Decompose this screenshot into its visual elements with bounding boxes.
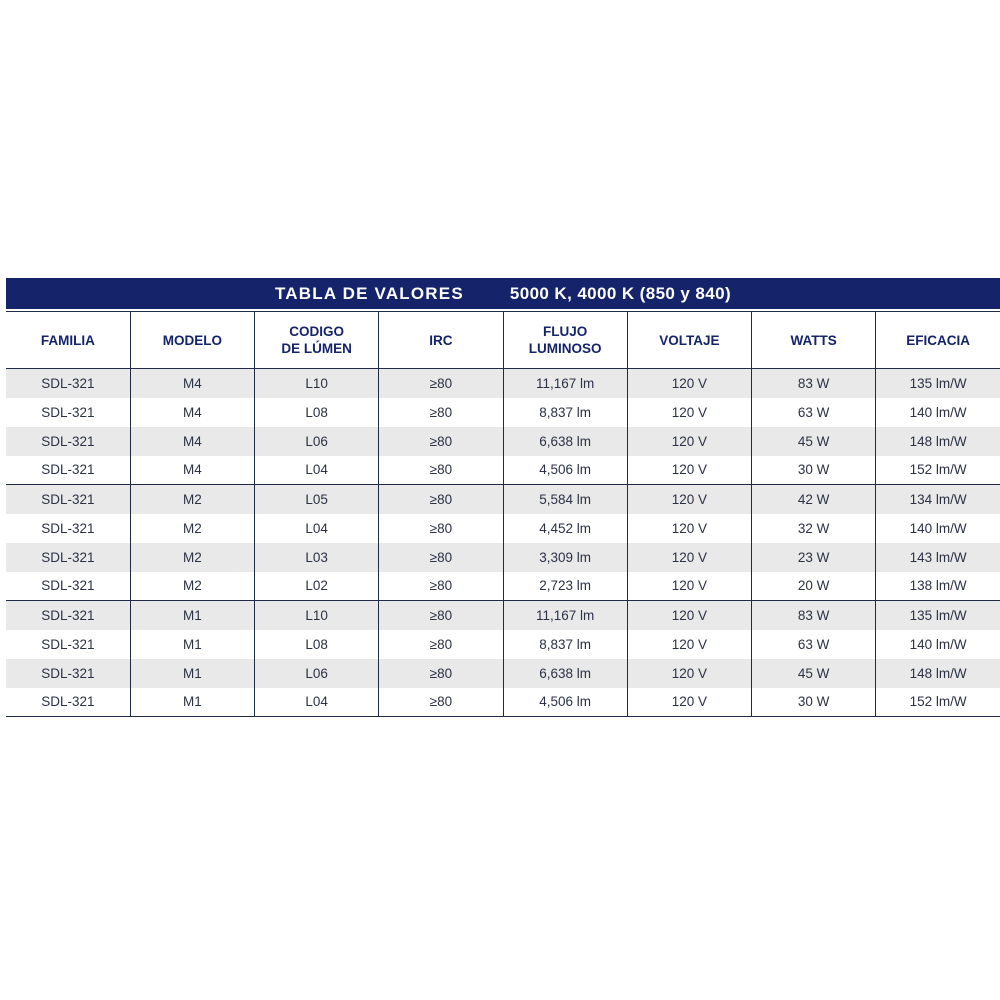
cell-codigo: L03 (255, 543, 379, 572)
header-voltaje (627, 312, 751, 369)
header-familia-label: FAMILIA (40, 332, 95, 348)
table-banner (6, 278, 1000, 311)
cell-irc: ≥80 (379, 659, 503, 688)
cell-codigo: L10 (255, 601, 379, 630)
cell-irc: ≥80 (379, 485, 503, 514)
cell-modelo: M4 (130, 369, 254, 398)
values-table-panel (6, 278, 1000, 717)
table-row (6, 369, 1000, 398)
cell-voltaje: 120 V (627, 543, 751, 572)
cell-voltaje: 120 V (627, 427, 751, 456)
cell-modelo: M2 (130, 543, 254, 572)
table-row (6, 427, 1000, 456)
table-row (6, 514, 1000, 543)
header-modelo-label: MODELO (162, 332, 222, 348)
header-flujo-luminoso (503, 312, 627, 369)
header-modelo (130, 312, 254, 369)
cell-flujo: 6,638 lm (503, 427, 627, 456)
values-table (6, 311, 1000, 717)
cell-irc: ≥80 (379, 601, 503, 630)
cell-modelo: M1 (130, 601, 254, 630)
cell-flujo: 4,452 lm (503, 514, 627, 543)
header-flujo-line2: LUMINOSO (528, 341, 602, 356)
cell-irc: ≥80 (379, 398, 503, 427)
cell-eficacia: 152 lm/W (876, 688, 1000, 717)
cell-watts: 83 W (752, 601, 876, 630)
cell-modelo: M1 (130, 630, 254, 659)
table-row (6, 398, 1000, 427)
cell-eficacia: 135 lm/W (876, 601, 1000, 630)
cell-flujo: 3,309 lm (503, 543, 627, 572)
cell-irc: ≥80 (379, 688, 503, 717)
header-codigo-line1: CODIGO (289, 324, 344, 339)
header-codigo-lumen (255, 312, 379, 369)
cell-codigo: L02 (255, 572, 379, 601)
table-row (6, 543, 1000, 572)
cell-eficacia: 152 lm/W (876, 456, 1000, 485)
cell-familia: SDL-321 (6, 369, 130, 398)
cell-familia: SDL-321 (41, 520, 95, 536)
table-row (6, 485, 1000, 514)
header-irc (379, 312, 503, 369)
cell-voltaje: 120 V (627, 659, 751, 688)
cell-irc: ≥80 (379, 543, 503, 572)
header-watts-label: WATTS (790, 332, 837, 348)
table-row (6, 572, 1000, 601)
cell-flujo: 8,837 lm (503, 398, 627, 427)
cell-familia: SDL-321 (6, 659, 130, 688)
cell-flujo: 5,584 lm (503, 485, 627, 514)
header-eficacia-label: EFICACIA (906, 332, 970, 348)
cell-flujo: 4,506 lm (503, 688, 627, 717)
cell-modelo: M2 (130, 514, 254, 543)
header-voltaje-label: VOLTAJE (659, 332, 720, 348)
cell-familia: SDL-321 (41, 404, 95, 420)
cell-eficacia: 140 lm/W (876, 630, 1000, 659)
header-row (6, 312, 1000, 369)
header-flujo-line1: FLUJO (542, 324, 588, 339)
table-subtitle: 5000 K, 4000 K (850 y 840) (509, 283, 732, 303)
cell-eficacia: 140 lm/W (876, 398, 1000, 427)
cell-watts: 20 W (752, 572, 876, 601)
cell-irc: ≥80 (379, 572, 503, 601)
table-row (6, 630, 1000, 659)
table-row (6, 601, 1000, 630)
cell-modelo: M4 (130, 427, 254, 456)
cell-flujo: 8,837 lm (503, 630, 627, 659)
cell-voltaje: 120 V (627, 369, 751, 398)
cell-irc: ≥80 (379, 456, 503, 485)
cell-codigo: L04 (255, 688, 379, 717)
cell-familia: SDL-321 (6, 601, 130, 630)
cell-codigo: L06 (255, 659, 379, 688)
cell-eficacia: 134 lm/W (876, 485, 1000, 514)
cell-familia: SDL-321 (41, 462, 95, 478)
header-eficacia (876, 312, 1000, 369)
cell-modelo: M1 (130, 659, 254, 688)
cell-voltaje: 120 V (627, 630, 751, 659)
cell-eficacia: 143 lm/W (876, 543, 1000, 572)
cell-watts: 23 W (752, 543, 876, 572)
cell-flujo: 11,167 lm (503, 369, 627, 398)
header-familia (6, 312, 130, 369)
cell-voltaje: 120 V (627, 456, 751, 485)
cell-flujo: 2,723 lm (503, 572, 627, 601)
cell-watts: 83 W (752, 369, 876, 398)
cell-eficacia: 138 lm/W (876, 572, 1000, 601)
table-title: TABLA DE VALORES (274, 283, 464, 303)
cell-eficacia: 148 lm/W (876, 427, 1000, 456)
cell-voltaje: 120 V (627, 398, 751, 427)
cell-modelo: M1 (130, 688, 254, 717)
cell-modelo: M4 (130, 456, 254, 485)
cell-familia: SDL-321 (6, 688, 130, 717)
cell-codigo: L08 (255, 630, 379, 659)
cell-voltaje: 120 V (627, 514, 751, 543)
table-row (6, 456, 1000, 485)
cell-modelo: M2 (130, 485, 254, 514)
table-row (6, 659, 1000, 688)
cell-codigo: L06 (255, 427, 379, 456)
cell-irc: ≥80 (379, 427, 503, 456)
cell-voltaje: 120 V (627, 572, 751, 601)
cell-familia: SDL-321 (41, 578, 95, 594)
cell-watts: 63 W (752, 398, 876, 427)
header-watts (752, 312, 876, 369)
cell-watts: 32 W (752, 514, 876, 543)
cell-watts: 45 W (752, 427, 876, 456)
cell-irc: ≥80 (379, 514, 503, 543)
cell-flujo: 6,638 lm (503, 659, 627, 688)
cell-familia: SDL-321 (41, 636, 95, 652)
cell-modelo: M2 (130, 572, 254, 601)
cell-flujo: 11,167 lm (503, 601, 627, 630)
cell-familia: SDL-321 (6, 485, 130, 514)
cell-codigo: L04 (255, 514, 379, 543)
header-irc-label: IRC (429, 332, 453, 348)
cell-codigo: L08 (255, 398, 379, 427)
cell-familia: SDL-321 (6, 427, 130, 456)
cell-watts: 42 W (752, 485, 876, 514)
cell-modelo: M4 (130, 398, 254, 427)
cell-irc: ≥80 (379, 369, 503, 398)
cell-eficacia: 135 lm/W (876, 369, 1000, 398)
cell-familia: SDL-321 (6, 543, 130, 572)
cell-irc: ≥80 (379, 630, 503, 659)
cell-watts: 63 W (752, 630, 876, 659)
header-codigo-line2: DE LÚMEN (281, 341, 352, 356)
cell-flujo: 4,506 lm (503, 456, 627, 485)
cell-eficacia: 140 lm/W (876, 514, 1000, 543)
table-row (6, 688, 1000, 717)
cell-voltaje: 120 V (627, 485, 751, 514)
cell-codigo: L05 (255, 485, 379, 514)
cell-watts: 45 W (752, 659, 876, 688)
cell-codigo: L04 (255, 456, 379, 485)
cell-voltaje: 120 V (627, 688, 751, 717)
cell-watts: 30 W (752, 456, 876, 485)
table-body (6, 369, 1000, 717)
cell-codigo: L10 (255, 369, 379, 398)
cell-eficacia: 148 lm/W (876, 659, 1000, 688)
cell-voltaje: 120 V (627, 601, 751, 630)
cell-watts: 30 W (752, 688, 876, 717)
